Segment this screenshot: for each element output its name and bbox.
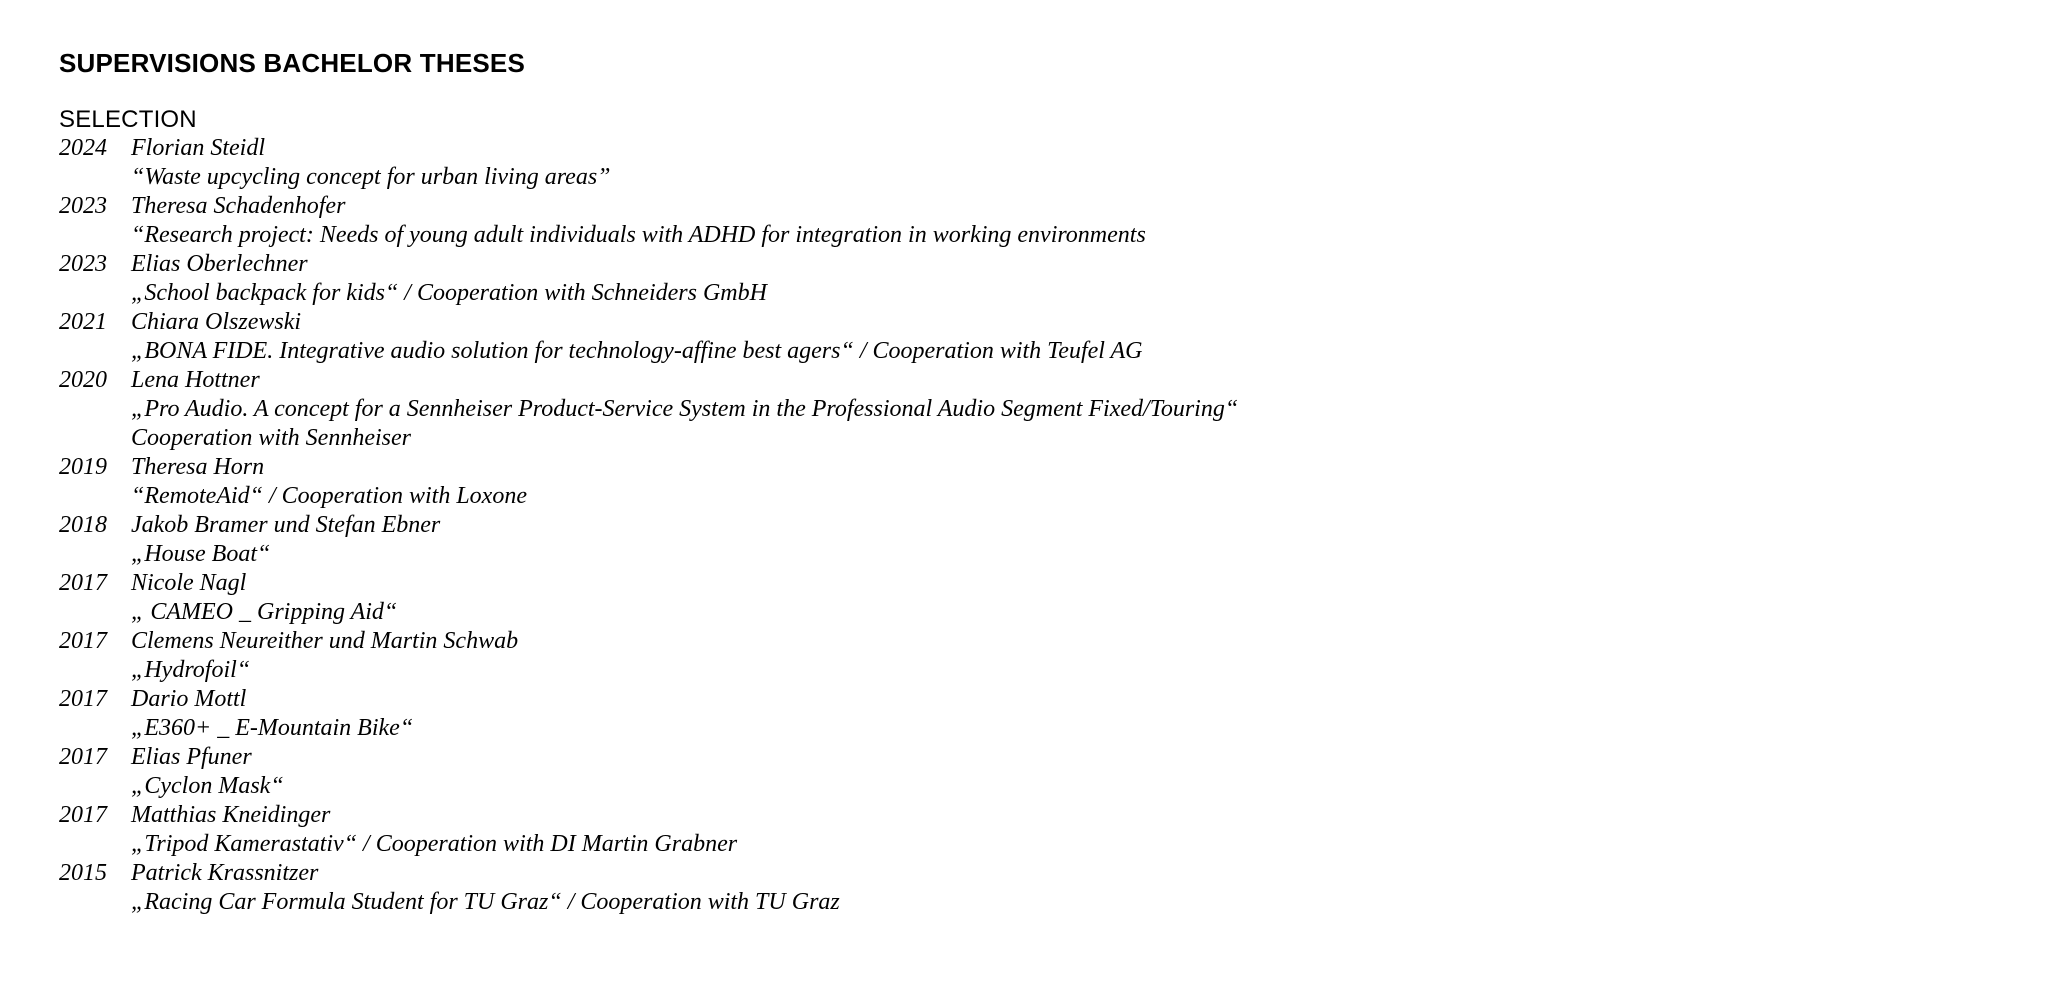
entry-title: “RemoteAid“ / Cooperation with Loxone: [131, 483, 527, 509]
entry-year: 2017: [59, 686, 107, 712]
entry-author: Patrick Krassnitzer: [131, 860, 319, 886]
entry-author: Clemens Neureither und Martin Schwab: [131, 628, 519, 654]
entry-cooperation: Cooperation with Sennheiser: [131, 425, 411, 451]
entry-year: 2017: [59, 744, 107, 770]
entry-year: 2017: [59, 802, 107, 828]
entry-title: „BONA FIDE. Integrative audio solution for technology-affine best agers“ / Cooperation with Teufel AG: [131, 338, 1143, 364]
entry-year: 2021: [59, 309, 107, 335]
entry-title: „Cyclon Mask“: [131, 773, 284, 799]
entry-year: 2017: [59, 570, 107, 596]
entry-author: Theresa Horn: [131, 454, 265, 480]
entry-title: “Research project: Needs of young adult individuals with ADHD for integration in working environments: [131, 222, 1146, 248]
list-item: [59, 801, 1238, 859]
list-item: [59, 627, 1238, 685]
list-item: [59, 453, 1238, 511]
entry-year: 2017: [59, 628, 107, 654]
entry-author: Theresa Schadenhofer: [131, 193, 346, 219]
list-item: [59, 134, 1238, 192]
entry-title: „Racing Car Formula Student for TU Graz“ / Cooperation with TU Graz: [131, 889, 840, 915]
list-item: [59, 192, 1238, 250]
entry-title: “Waste upcycling concept for urban living areas”: [131, 164, 611, 190]
entry-title: „House Boat“: [131, 541, 271, 567]
page-title: SUPERVISIONS BACHELOR THESES: [59, 48, 525, 78]
entry-title: „School backpack for kids“ / Cooperation with Schneiders GmbH: [131, 280, 767, 306]
entry-author: Matthias Kneidinger: [131, 802, 331, 828]
list-item: [59, 366, 1238, 453]
list-item: [59, 511, 1238, 569]
entry-year: 2019: [59, 454, 107, 480]
entry-title: „Tripod Kamerastativ“ / Cooperation with DI Martin Grabner: [131, 831, 738, 857]
list-item: [59, 250, 1238, 308]
entry-title: „E360+ _ E-Mountain Bike“: [131, 715, 414, 741]
list-item: [59, 859, 1238, 917]
entry-year: 2015: [59, 860, 107, 886]
section-heading: SELECTION: [59, 106, 197, 133]
thesis-list: [59, 134, 1238, 917]
list-item: [59, 569, 1238, 627]
entry-author: Chiara Olszewski: [131, 309, 302, 335]
content: [59, 46, 1238, 917]
entry-year: 2020: [59, 367, 107, 393]
list-item: [59, 743, 1238, 801]
list-item: [59, 308, 1238, 366]
entry-author: Elias Pfuner: [131, 744, 252, 770]
entry-author: Lena Hottner: [131, 367, 260, 393]
entry-title: „ CAMEO _ Gripping Aid“: [131, 599, 398, 625]
entry-author: Nicole Nagl: [131, 570, 247, 596]
entry-year: 2023: [59, 193, 107, 219]
entry-year: 2024: [59, 135, 107, 161]
entry-year: 2023: [59, 251, 107, 277]
entry-author: Florian Steidl: [131, 135, 265, 161]
entry-author: Dario Mottl: [131, 686, 247, 712]
entry-year: 2018: [59, 512, 107, 538]
entry-title: „Hydrofoil“: [131, 657, 251, 683]
entry-author: Elias Oberlechner: [131, 251, 308, 277]
entry-author: Jakob Bramer und Stefan Ebner: [131, 512, 441, 538]
entry-title: „Pro Audio. A concept for a Sennheiser Product-Service System in the Professional Audio Segment Fixed/Touring“: [131, 396, 1239, 422]
list-item: [59, 685, 1238, 743]
